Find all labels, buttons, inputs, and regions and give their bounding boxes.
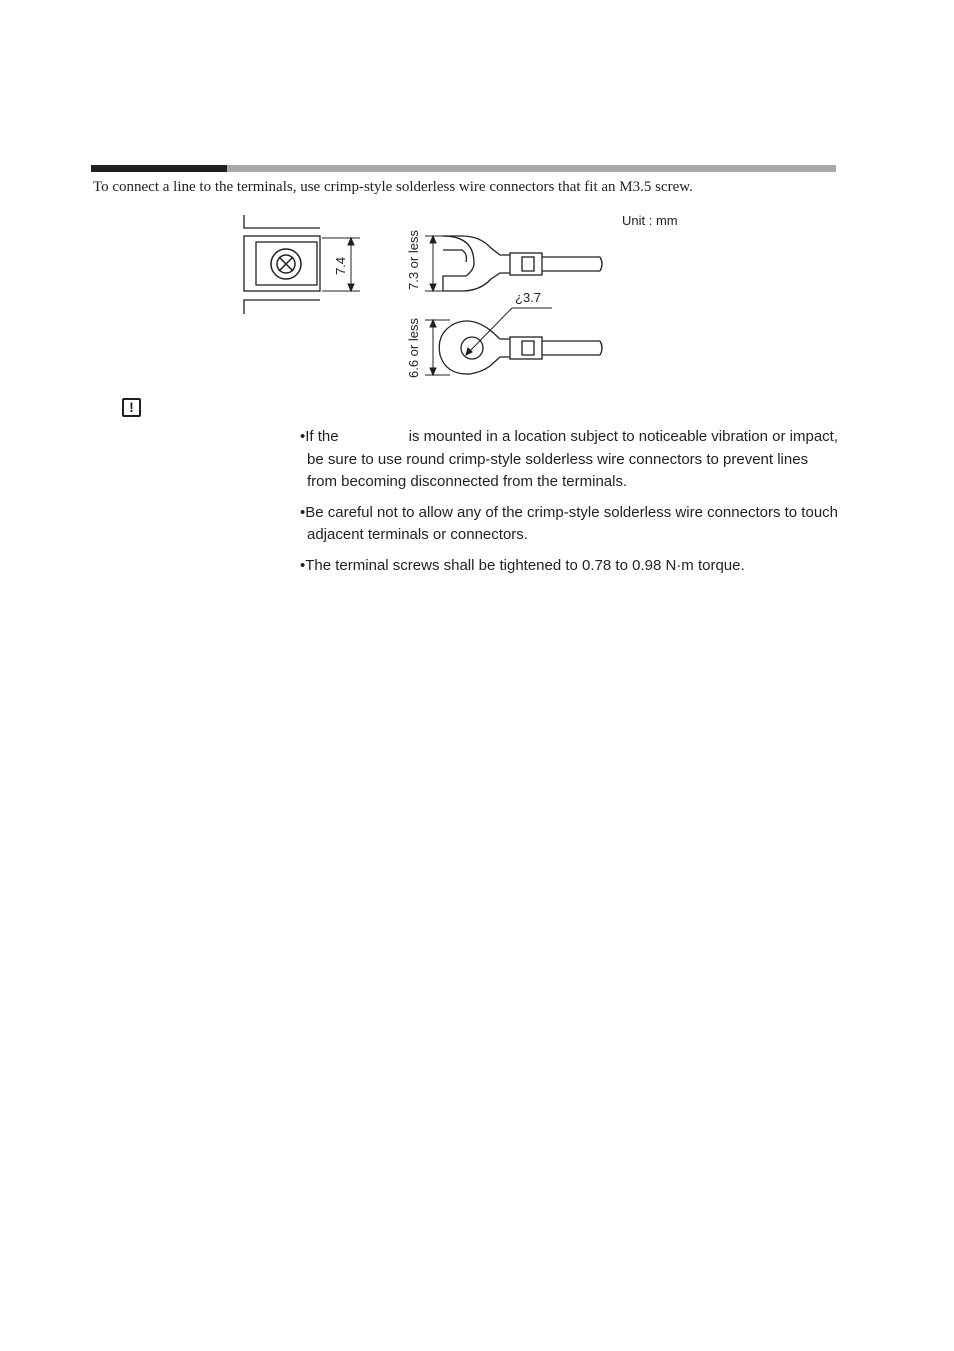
hole-leader-line — [466, 308, 552, 355]
note-vibration-text: is mounted in a location subject to noticeable vibration or impact, be sure to use round crimp-style solderless wire connectors to prevent lines from becoming disconnected from the terminals. — [307, 428, 839, 490]
note-vibration-prefix: •If the — [300, 428, 339, 445]
hole-diameter-label: ¿3.7 — [515, 290, 542, 305]
fork-connector — [443, 236, 602, 291]
terminal-dimension-label: 7.4 — [333, 256, 348, 275]
caution-notes — [300, 426, 840, 585]
note-torque: •The terminal screws shall be tightened to 0.78 to 0.98 N·m torque. — [300, 556, 745, 574]
note-adjacent: •Be careful not to allow any of the crimp-style solderless wire connectors to touch adjacent terminals or connectors. — [300, 503, 839, 543]
intro-text: To connect a line to the terminals, use crimp-style solderless wire connectors that fit an M3.5 screw. — [93, 179, 693, 195]
note-vibration — [300, 426, 840, 494]
fork-dimension-label: 7.3 or less — [406, 230, 421, 290]
terminal-block — [244, 215, 320, 314]
unit-label: Unit : mm — [622, 213, 678, 228]
fork-dimension-line — [425, 236, 445, 291]
connector-diagram — [0, 0, 954, 400]
screw-icon — [271, 249, 301, 279]
caution-icon: ! — [122, 398, 141, 417]
ring-dimension-label: 6.6 or less — [406, 318, 421, 378]
ring-connector — [439, 321, 602, 374]
